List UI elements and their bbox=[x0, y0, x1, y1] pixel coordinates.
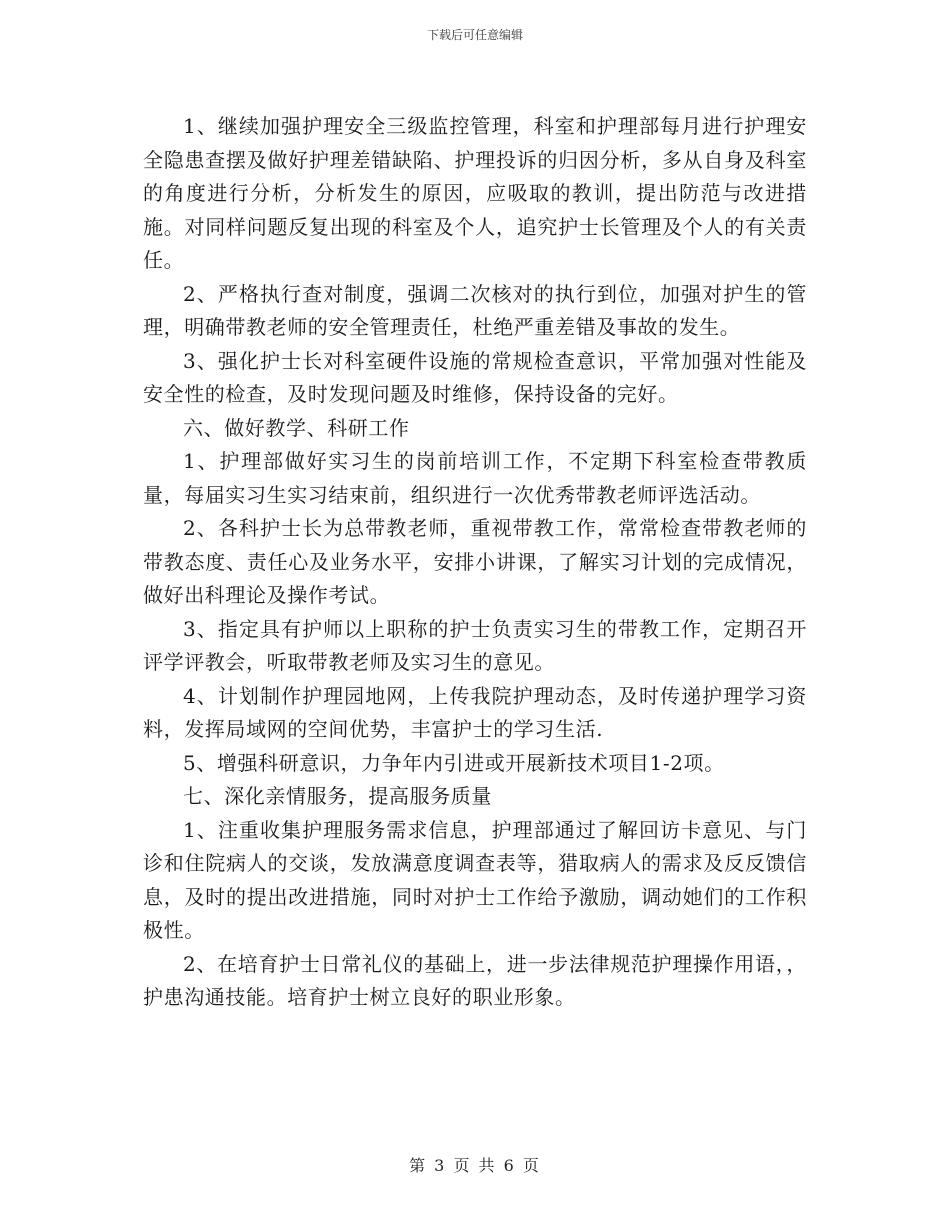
paragraph: 4、计划制作护理园地网，上传我院护理动态，及时传递护理学习资料，发挥局域网的空间优势，丰富护士的学习生活. bbox=[143, 683, 807, 741]
document-body bbox=[143, 110, 807, 1015]
paragraph: 1、继续加强护理安全三级监控管理，科室和护理部每月进行护理安全隐患查摆及做好护理差错缺陷、护理投诉的归因分析，多从自身及科室的角度进行分析，分析发生的原因，应吸取的教训，提出防范与改进措施。对同样问题反复出现的科室及个人，追究护士长管理及个人的有关责任。 bbox=[143, 114, 807, 272]
paragraph: 2、严格执行查对制度，强调二次核对的执行到位，加强对护生的管理，明确带教老师的安全管理责任，杜绝严重差错及事故的发生。 bbox=[143, 281, 807, 339]
section-heading: 六、做好教学、科研工作 bbox=[183, 415, 410, 440]
page-number: 第 3 页 共 6 页 bbox=[409, 1156, 541, 1175]
paragraph: 1、护理部做好实习生的岗前培训工作，不定期下科室检查带教质量，每届实习生实习结束前，组织进行一次优秀带教老师评选活动。 bbox=[143, 449, 807, 507]
section-heading: 七、深化亲情服务，提高服务质量 bbox=[183, 784, 492, 808]
paragraph: 5、增强科研意识，力争年内引进或开展新技术项目1-2项。 bbox=[183, 750, 725, 775]
paragraph: 3、强化护士长对科室硬件设施的常规检查意识，平常加强对性能及安全性的检查，及时发现问题及时维修，保持设备的完好。 bbox=[143, 348, 807, 406]
paragraph: 2、在培育护士日常礼仪的基础上，进一步法律规范护理操作用语，，护患沟通技能。培育护士树立良好的职业形象。 bbox=[143, 951, 807, 1009]
paragraph: 3、指定具有护师以上职称的护士负责实习生的带教工作，定期召开评学评教会，听取带教老师及实习生的意见。 bbox=[143, 616, 807, 674]
paragraph: 2、各科护士长为总带教老师，重视带教工作，常常检查带教老师的带教态度、责任心及业务水平，安排小讲课，了解实习计划的完成情况，做好出科理论及操作考试。 bbox=[143, 516, 807, 607]
page-header-note: 下载后可任意编辑 bbox=[426, 28, 523, 42]
paragraph: 1、注重收集护理服务需求信息，护理部通过了解回访卡意见、与门诊和住院病人的交谈，发放满意度调查表等，猎取病人的需求及反反馈信息，及时的提出改进措施，同时对护士工作给予激励，调动她们的工作积极性。 bbox=[143, 817, 807, 942]
